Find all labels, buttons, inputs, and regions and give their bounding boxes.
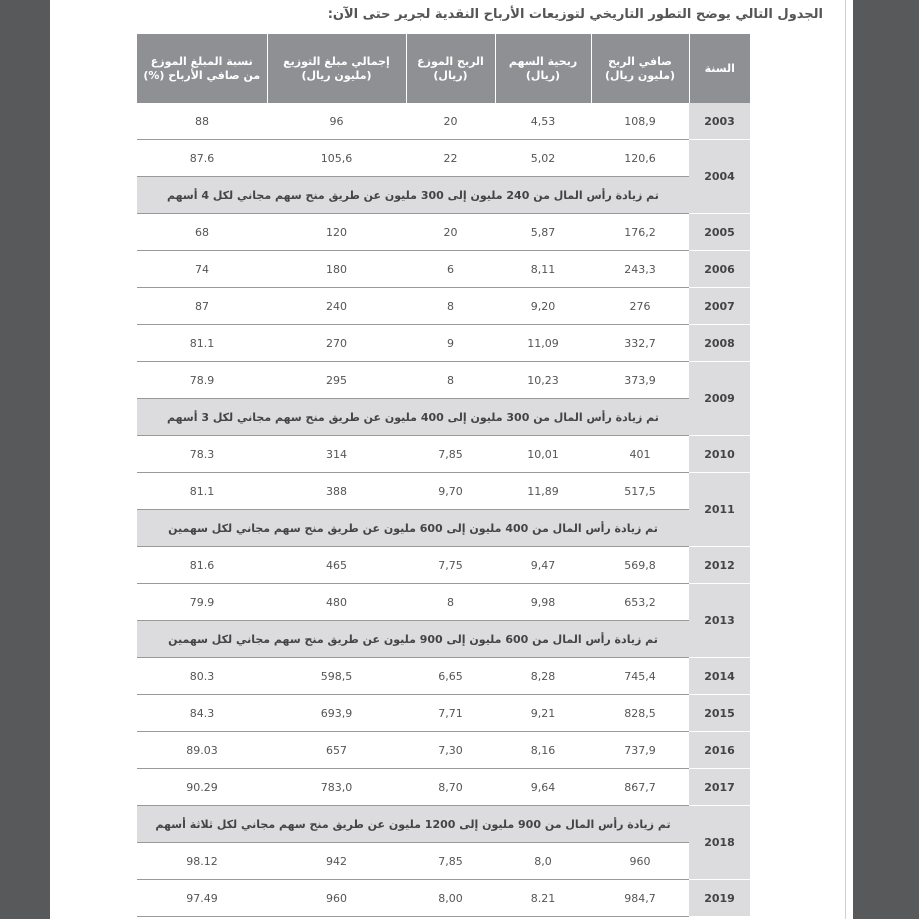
dividend-cell: 8 — [406, 362, 495, 399]
net-profit-cell: 332,7 — [591, 325, 689, 362]
total-cell: 295 — [267, 362, 406, 399]
net-profit-cell: 569,8 — [591, 547, 689, 584]
total-cell: 96 — [267, 103, 406, 140]
header-payout-ratio: نسبة المبلغ الموزع من صافي الأرباح (%) — [137, 34, 267, 103]
capital-increase-note: تم زيادة رأس المال من 300 مليون إلى 400 مليون عن طريق منح سهم مجاني لكل 3 أسهم — [137, 399, 689, 436]
total-cell: 120 — [267, 214, 406, 251]
eps-cell: 10,23 — [495, 362, 591, 399]
payout-cell: 80.3 — [137, 658, 267, 695]
table-row — [137, 880, 750, 917]
dividend-cell: 7,85 — [406, 436, 495, 473]
total-cell: 180 — [267, 251, 406, 288]
table-row — [137, 473, 750, 510]
table-row — [137, 288, 750, 325]
payout-cell: 78.3 — [137, 436, 267, 473]
year-cell: 2013 — [689, 584, 750, 658]
total-cell: 388 — [267, 473, 406, 510]
net-profit-cell: 745,4 — [591, 658, 689, 695]
page-edge — [845, 0, 853, 919]
payout-cell: 90.29 — [137, 769, 267, 806]
header-year: السنة — [689, 34, 750, 103]
net-profit-cell: 243,3 — [591, 251, 689, 288]
dividend-cell: 8 — [406, 288, 495, 325]
payout-cell: 68 — [137, 214, 267, 251]
header-dividend: الربح الموزع (ريال) — [406, 34, 495, 103]
dividend-cell: 9,70 — [406, 473, 495, 510]
capital-increase-note-row — [137, 399, 750, 436]
dividend-cell: 7,75 — [406, 547, 495, 584]
capital-increase-note-row — [137, 177, 750, 214]
year-cell: 2009 — [689, 362, 750, 436]
total-cell: 693,9 — [267, 695, 406, 732]
net-profit-cell: 867,7 — [591, 769, 689, 806]
header-total-distribution: إجمالي مبلغ التوزيع (مليون ريال) — [267, 34, 406, 103]
year-cell: 2015 — [689, 695, 750, 732]
table-row — [137, 547, 750, 584]
net-profit-cell: 984,7 — [591, 880, 689, 917]
dividend-cell: 7,71 — [406, 695, 495, 732]
table-row — [137, 584, 750, 621]
table-row — [137, 251, 750, 288]
total-cell: 960 — [267, 880, 406, 917]
capital-increase-note-row — [137, 621, 750, 658]
total-cell: 240 — [267, 288, 406, 325]
dividend-cell: 6 — [406, 251, 495, 288]
eps-cell: 11,09 — [495, 325, 591, 362]
eps-cell: 5,87 — [495, 214, 591, 251]
total-cell: 783,0 — [267, 769, 406, 806]
year-cell: 2006 — [689, 251, 750, 288]
total-cell: 314 — [267, 436, 406, 473]
year-cell: 2003 — [689, 103, 750, 140]
eps-cell: 8,11 — [495, 251, 591, 288]
year-cell: 2016 — [689, 732, 750, 769]
net-profit-cell: 276 — [591, 288, 689, 325]
year-cell: 2018 — [689, 806, 750, 880]
table-row — [137, 843, 750, 880]
capital-increase-note: تم زيادة رأس المال من 900 مليون إلى 1200 مليون عن طريق منح سهم مجاني لكل ثلاثة أسهم — [137, 806, 689, 843]
dividend-cell: 7,30 — [406, 732, 495, 769]
net-profit-cell: 120,6 — [591, 140, 689, 177]
total-cell: 465 — [267, 547, 406, 584]
table-row — [137, 325, 750, 362]
year-cell: 2007 — [689, 288, 750, 325]
total-cell: 598,5 — [267, 658, 406, 695]
table-row — [137, 769, 750, 806]
eps-cell: 8.21 — [495, 880, 591, 917]
eps-cell: 9,47 — [495, 547, 591, 584]
payout-cell: 88 — [137, 103, 267, 140]
total-cell: 105,6 — [267, 140, 406, 177]
dividend-cell: 8 — [406, 584, 495, 621]
dividend-cell: 9 — [406, 325, 495, 362]
year-cell: 2011 — [689, 473, 750, 547]
table-row — [137, 103, 750, 140]
payout-cell: 87 — [137, 288, 267, 325]
table-row — [137, 362, 750, 399]
capital-increase-note-row — [137, 806, 750, 843]
eps-cell: 9,64 — [495, 769, 591, 806]
payout-cell: 98.12 — [137, 843, 267, 880]
dividend-cell: 20 — [406, 214, 495, 251]
eps-cell: 10,01 — [495, 436, 591, 473]
total-cell: 942 — [267, 843, 406, 880]
dividend-cell: 22 — [406, 140, 495, 177]
net-profit-cell: 373,9 — [591, 362, 689, 399]
payout-cell: 89.03 — [137, 732, 267, 769]
net-profit-cell: 517,5 — [591, 473, 689, 510]
payout-cell: 78.9 — [137, 362, 267, 399]
intro-text: الجدول التالي يوضح التطور التاريخي لتوزيعات الأرباح النقدية لجرير حتى الآن: — [327, 7, 823, 22]
net-profit-cell: 653,2 — [591, 584, 689, 621]
eps-cell: 9,21 — [495, 695, 591, 732]
year-cell: 2010 — [689, 436, 750, 473]
header-row — [137, 34, 750, 103]
table-row — [137, 695, 750, 732]
capital-increase-note: تم زيادة رأس المال من 240 مليون إلى 300 مليون عن طريق منح سهم مجاني لكل 4 أسهم — [137, 177, 689, 214]
net-profit-cell: 737,9 — [591, 732, 689, 769]
eps-cell: 9,20 — [495, 288, 591, 325]
year-cell: 2008 — [689, 325, 750, 362]
total-cell: 270 — [267, 325, 406, 362]
eps-cell: 5,02 — [495, 140, 591, 177]
eps-cell: 8,28 — [495, 658, 591, 695]
dividend-cell: 8,00 — [406, 880, 495, 917]
total-cell: 657 — [267, 732, 406, 769]
year-cell: 2012 — [689, 547, 750, 584]
dividends-table — [137, 34, 750, 917]
payout-cell: 87.6 — [137, 140, 267, 177]
payout-cell: 81.1 — [137, 325, 267, 362]
year-cell: 2014 — [689, 658, 750, 695]
eps-cell: 8,0 — [495, 843, 591, 880]
dividend-cell: 7,85 — [406, 843, 495, 880]
capital-increase-note-row — [137, 510, 750, 547]
net-profit-cell: 828,5 — [591, 695, 689, 732]
dividend-cell: 8,70 — [406, 769, 495, 806]
capital-increase-note: تم زيادة رأس المال من 400 مليون إلى 600 مليون عن طريق منح سهم مجاني لكل سهمين — [137, 510, 689, 547]
payout-cell: 81.1 — [137, 473, 267, 510]
eps-cell: 8,16 — [495, 732, 591, 769]
table-row — [137, 732, 750, 769]
eps-cell: 9,98 — [495, 584, 591, 621]
payout-cell: 81.6 — [137, 547, 267, 584]
eps-cell: 11,89 — [495, 473, 591, 510]
eps-cell: 4,53 — [495, 103, 591, 140]
table-row — [137, 436, 750, 473]
year-cell: 2019 — [689, 880, 750, 917]
table-row — [137, 140, 750, 177]
dividend-cell: 6,65 — [406, 658, 495, 695]
payout-cell: 79.9 — [137, 584, 267, 621]
year-cell: 2017 — [689, 769, 750, 806]
net-profit-cell: 401 — [591, 436, 689, 473]
capital-increase-note: تم زيادة رأس المال من 600 مليون إلى 900 مليون عن طريق منح سهم مجاني لكل سهمين — [137, 621, 689, 658]
dividend-cell: 20 — [406, 103, 495, 140]
table-row — [137, 658, 750, 695]
net-profit-cell: 960 — [591, 843, 689, 880]
header-net-profit: صافي الربح (مليون ريال) — [591, 34, 689, 103]
year-cell: 2005 — [689, 214, 750, 251]
year-cell: 2004 — [689, 140, 750, 214]
payout-cell: 84.3 — [137, 695, 267, 732]
payout-cell: 74 — [137, 251, 267, 288]
total-cell: 480 — [267, 584, 406, 621]
payout-cell: 97.49 — [137, 880, 267, 917]
net-profit-cell: 176,2 — [591, 214, 689, 251]
net-profit-cell: 108,9 — [591, 103, 689, 140]
header-eps: ربحية السهم (ريال) — [495, 34, 591, 103]
table-row — [137, 214, 750, 251]
